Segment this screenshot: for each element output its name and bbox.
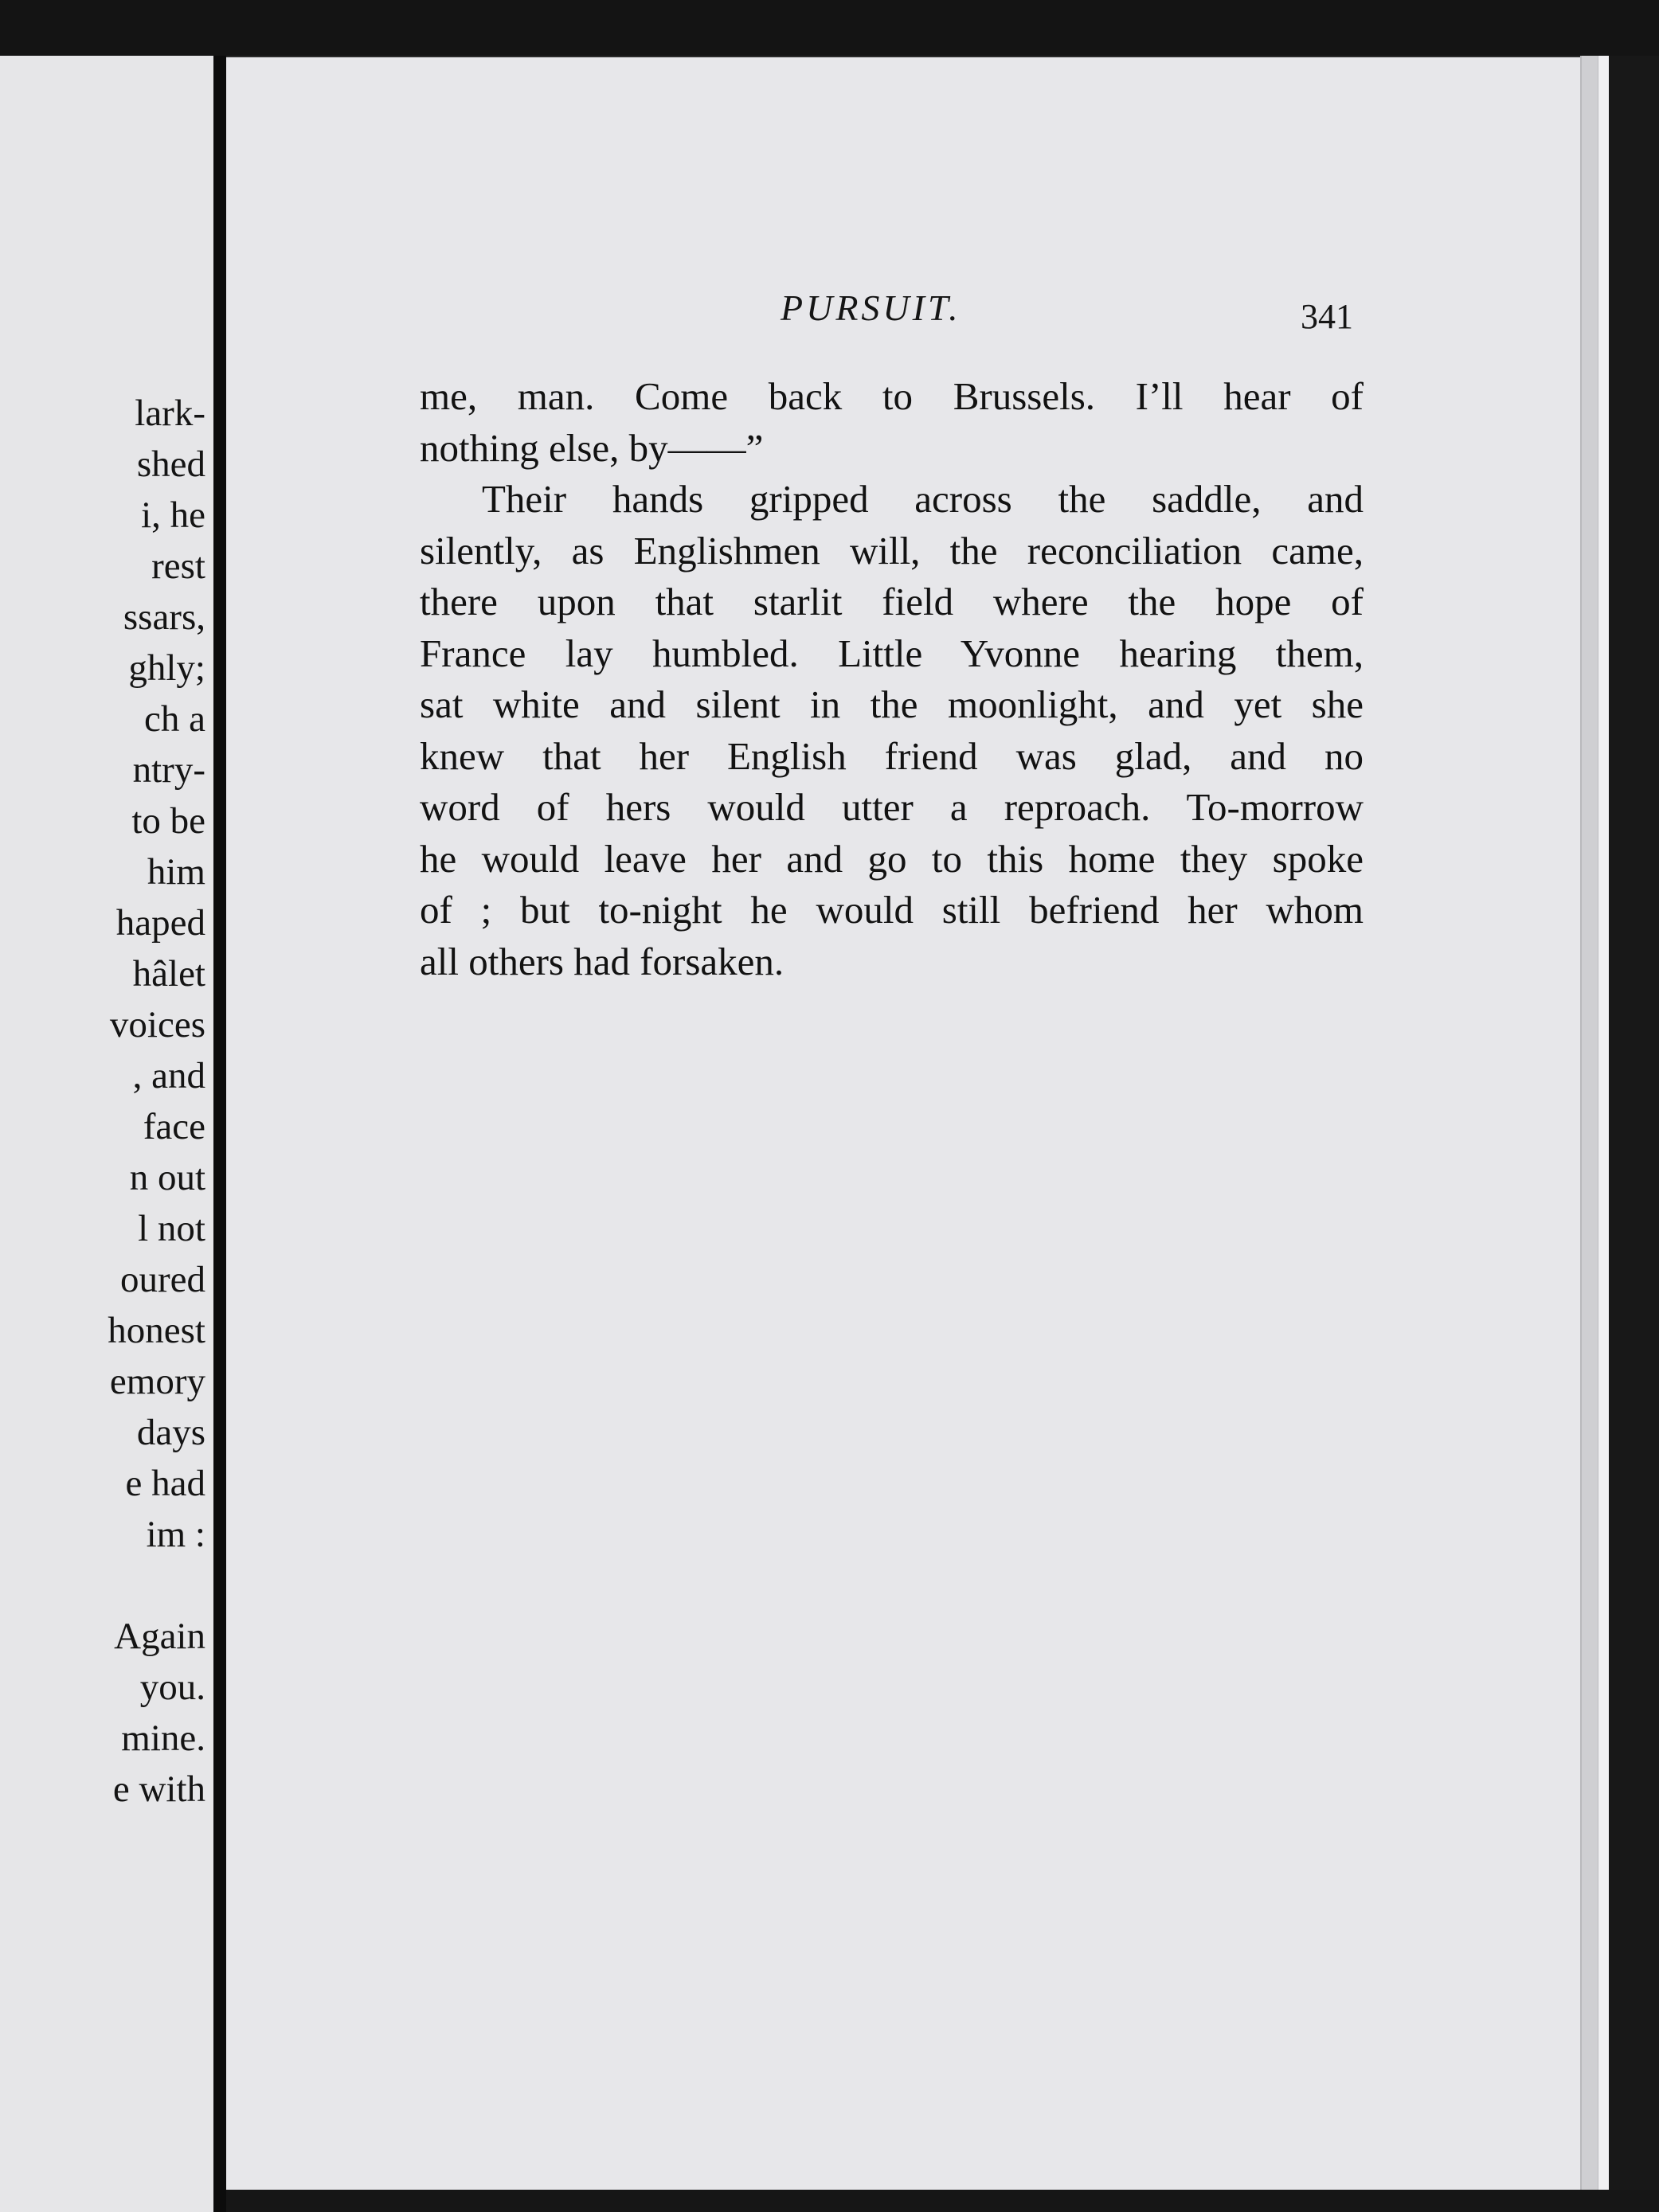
left-line: to be bbox=[131, 800, 205, 842]
left-line-gap bbox=[0, 1560, 205, 1611]
left-line: days bbox=[136, 1412, 205, 1453]
running-head: PURSUIT. bbox=[781, 287, 961, 328]
page-edge-outer bbox=[1598, 56, 1610, 2190]
left-line: him bbox=[147, 851, 205, 893]
text-line: of ; but to-night he would still befriend her whom bbox=[420, 888, 1364, 932]
left-line: mine. bbox=[121, 1718, 205, 1759]
left-line: im : bbox=[146, 1514, 205, 1555]
text-line: silently, as Englishmen will, the reconciliation came, bbox=[420, 528, 1364, 573]
left-line: oured bbox=[119, 1259, 205, 1300]
left-line: hâlet bbox=[132, 953, 205, 995]
left-line: l not bbox=[138, 1208, 205, 1249]
body-text bbox=[420, 371, 1364, 987]
left-line: rest bbox=[151, 545, 205, 587]
scanner-background-right bbox=[1609, 56, 1659, 2212]
left-page-text bbox=[0, 388, 205, 1815]
left-line: lark- bbox=[135, 393, 205, 434]
page-number: 341 bbox=[1301, 297, 1353, 336]
text-line: there upon that starlit field where the hope of bbox=[420, 580, 1364, 623]
text-line: knew that her English friend was glad, and no bbox=[420, 733, 1364, 778]
left-page bbox=[0, 56, 213, 2212]
scanner-background-top bbox=[0, 0, 1659, 56]
left-line: i, he bbox=[141, 494, 205, 536]
left-line: Again bbox=[114, 1616, 205, 1657]
text-line: he would leave her and go to this home they spoke bbox=[420, 836, 1364, 881]
book-spine bbox=[213, 56, 226, 2212]
left-line: e with bbox=[112, 1768, 205, 1810]
left-line: ntry- bbox=[132, 749, 205, 791]
left-line: ghly; bbox=[128, 647, 205, 689]
left-line: ssars, bbox=[123, 596, 205, 638]
text-line: sat white and silent in the moonlight, and yet she bbox=[420, 682, 1364, 726]
text-line: all others had forsaken. bbox=[420, 939, 785, 983]
left-line: haped bbox=[115, 902, 205, 944]
page-edge bbox=[1580, 56, 1599, 2190]
left-line: emory bbox=[109, 1361, 205, 1402]
left-line: e had bbox=[125, 1463, 205, 1504]
text-line: France lay humbled. Little Yvonne hearing them, bbox=[420, 631, 1364, 675]
text-line: nothing else, by——” bbox=[420, 425, 764, 470]
text-line: word of hers would utter a reproach. To-morrow bbox=[420, 785, 1364, 829]
left-line: voices bbox=[109, 1004, 205, 1045]
left-line: honest bbox=[108, 1310, 205, 1351]
text-line: Their hands gripped across the saddle, and bbox=[482, 477, 1364, 521]
scanner-background-bottom bbox=[226, 2190, 1659, 2212]
left-line: you. bbox=[139, 1667, 205, 1708]
left-line: n out bbox=[129, 1157, 205, 1198]
left-line: shed bbox=[136, 444, 205, 485]
left-line: , and bbox=[132, 1055, 205, 1096]
left-line: face bbox=[143, 1106, 205, 1147]
text-line: me, man. Come back to Brussels. I’ll hear of bbox=[420, 374, 1364, 418]
left-line: ch a bbox=[144, 698, 205, 740]
